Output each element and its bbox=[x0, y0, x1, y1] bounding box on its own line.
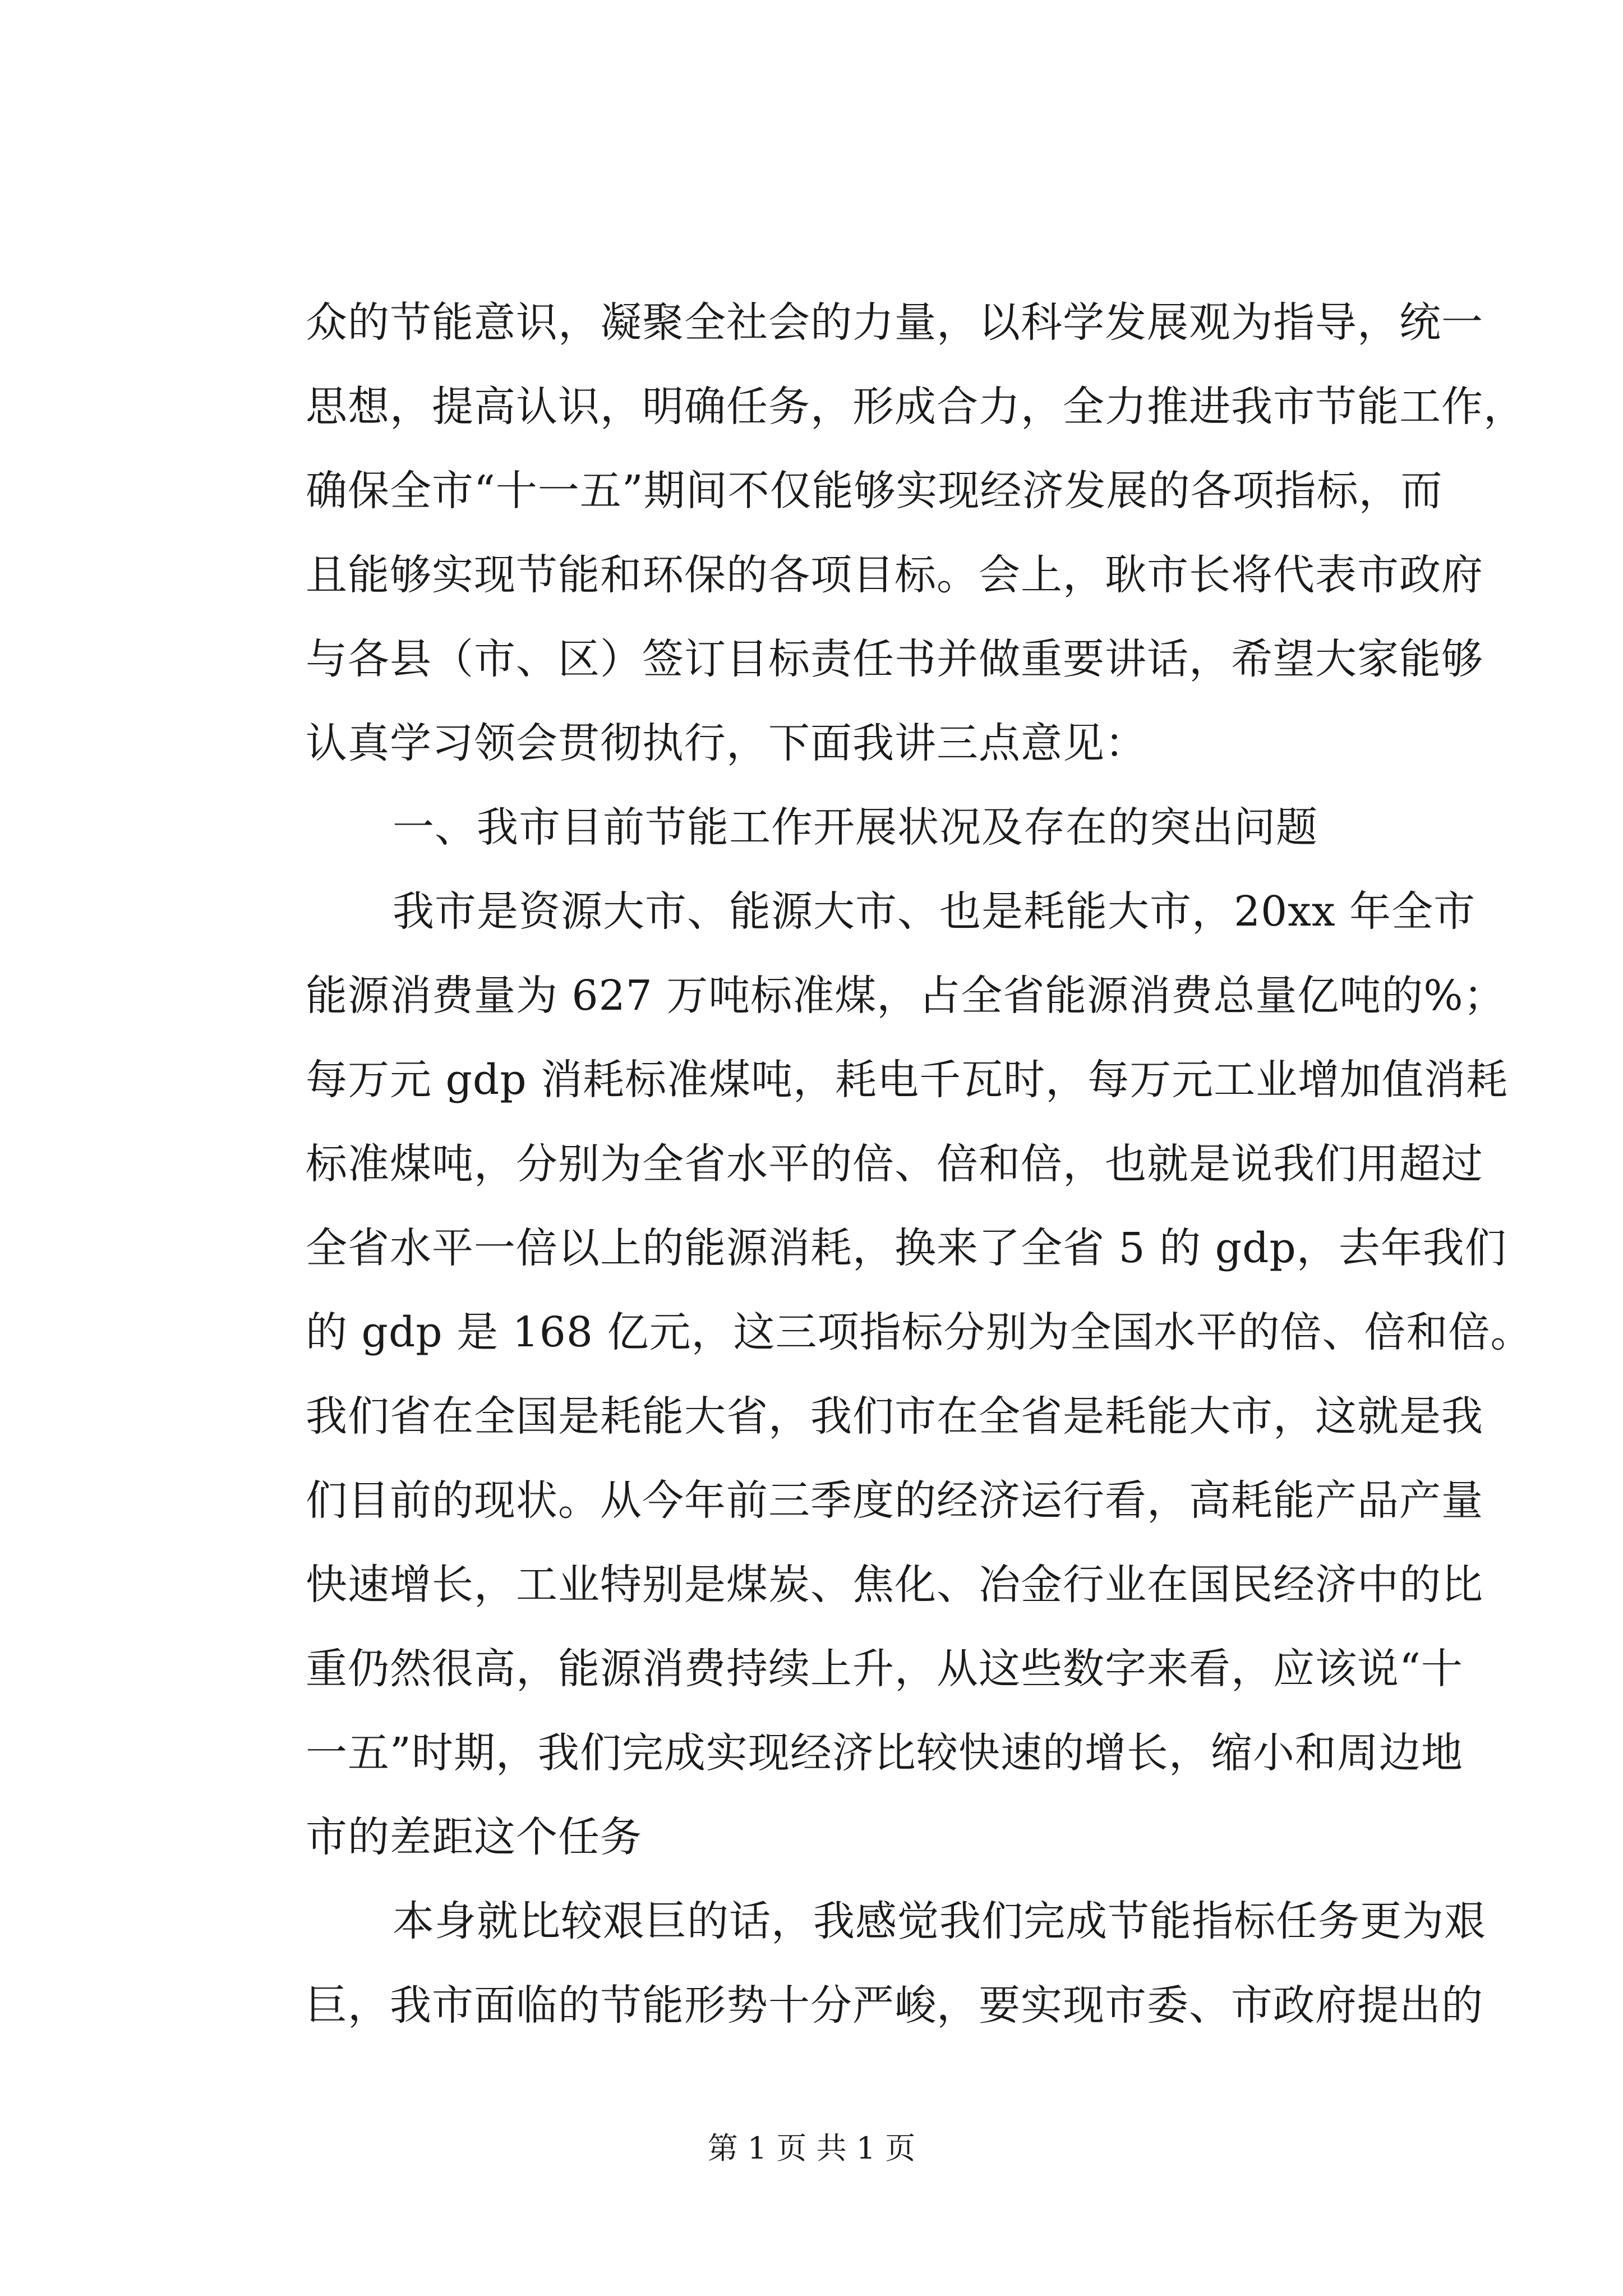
text-line: 市的差距这个任务 bbox=[306, 1813, 642, 1861]
text-line: 每万元 gdp 消耗标准煤吨，耗电千瓦时，每万元工业增加值消耗 bbox=[306, 1056, 1509, 1104]
text-line: 能源消费量为 627 万吨标准煤，占全省能源消费总量亿吨的%； bbox=[306, 972, 1506, 1020]
text-line: 本身就比较艰巨的话，我感觉我们完成节能指标任务更为艰 bbox=[393, 1897, 1486, 1945]
text-line: 我市是资源大市、能源大市、也是耗能大市，20xx 年全市 bbox=[393, 887, 1476, 936]
text-line: 们目前的现状。从今年前三季度的经济运行看，高耗能产品产量 bbox=[306, 1476, 1483, 1525]
text-line: 标准煤吨，分别为全省水平的倍、倍和倍，也就是说我们用超过 bbox=[306, 1140, 1483, 1188]
text-line: 众的节能意识，凝聚全社会的力量，以科学发展观为指导，统一 bbox=[306, 298, 1483, 347]
text-line: 我们省在全国是耗能大省，我们市在全省是耗能大市，这就是我 bbox=[306, 1392, 1483, 1441]
text-line: 与各县（市、区）签订目标责任书并做重要讲话，希望大家能够 bbox=[306, 635, 1483, 683]
text-line: 确保全市“十一五”期间不仅能够实现经济发展的各项指标，而 bbox=[306, 467, 1443, 515]
text-line: 的 gdp 是 168 亿元，这三项指标分别为全国水平的倍、倍和倍。 bbox=[306, 1308, 1533, 1356]
text-line: 全省水平一倍以上的能源消耗，换来了全省 5 的 gdp，去年我们 bbox=[306, 1224, 1507, 1272]
text-line: 巨，我市面临的节能形势十分严峻，要实现市委、市政府提出的 bbox=[306, 1981, 1483, 2030]
text-line: 认真学习领会贯彻执行，下面我讲三点意见： bbox=[306, 719, 1147, 767]
text-line: 快速增长，工业特别是煤炭、焦化、冶金行业在国民经济中的比 bbox=[306, 1561, 1483, 1609]
text-line: 思想，提高认识，明确任务，形成合力，全力推进我市节能工作， bbox=[306, 383, 1525, 431]
page-footer: 第 1 页 共 1 页 bbox=[707, 2131, 916, 2166]
text-line: 重仍然很高，能源消费持续上升，从这些数字来看，应该说“十 bbox=[306, 1645, 1463, 1693]
text-line: 且能够实现节能和环保的各项目标。会上，耿市长将代表市政府 bbox=[306, 551, 1483, 599]
text-line: 一五”时期，我们完成实现经济比较快速的增长，缩小和周边地 bbox=[306, 1729, 1463, 1777]
section-heading: 一、我市目前节能工作开展状况及存在的突出问题 bbox=[393, 803, 1318, 852]
